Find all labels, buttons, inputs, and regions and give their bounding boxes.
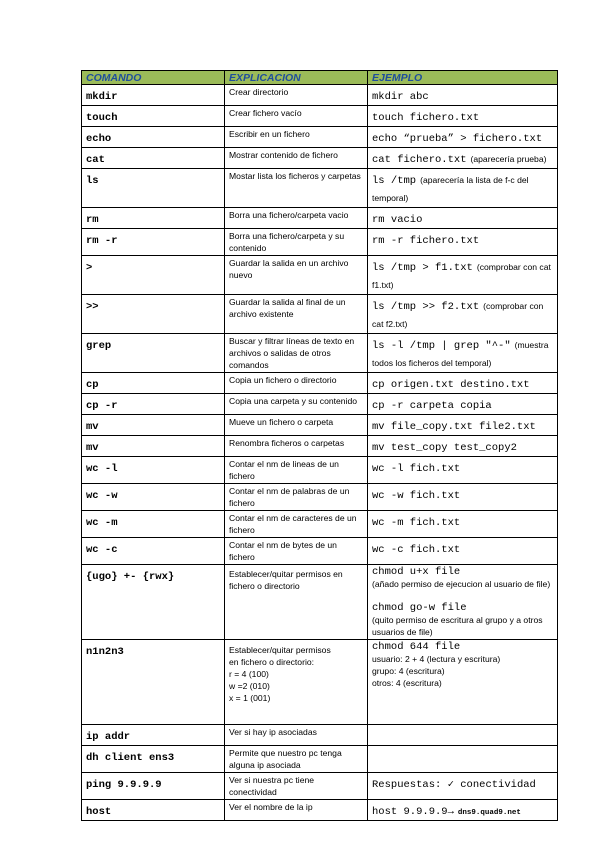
example-text: Respuestas: ✓ conectividad: [372, 779, 536, 791]
command-text: {ugo} +- {rwx}: [86, 571, 175, 583]
example-text: cp -r carpeta copia: [372, 400, 492, 412]
example-text-2: chmod go-w file: [372, 602, 467, 614]
explanation-text: Ver si nuestra pc tiene conectividad: [229, 775, 315, 797]
cell-example: [368, 394, 558, 415]
cell-command: [82, 127, 225, 148]
table-row: [82, 229, 558, 256]
cell-command: [82, 746, 225, 773]
cell-command: [82, 538, 225, 565]
explanation-text: Mueve un fichero o carpeta: [229, 417, 334, 427]
cell-explanation: [225, 106, 368, 127]
example-text: wc -m fich.txt: [372, 517, 461, 529]
cell-command: [82, 256, 225, 295]
explanation-text: Escribir en un fichero: [229, 129, 310, 139]
example-note: (comprobar con cat f2.txt): [372, 301, 544, 329]
command-text: cp -r: [86, 400, 118, 412]
table-row: [82, 457, 558, 484]
command-text: wc -c: [86, 544, 118, 556]
explanation-line: w =2 (010): [229, 681, 270, 691]
command-text: >: [86, 262, 93, 274]
explanation-text: Copia una carpeta y su contenido: [229, 396, 358, 406]
cell-example: [368, 256, 558, 295]
table-header-row: [82, 71, 558, 85]
table-row: [82, 295, 558, 334]
cell-explanation: [225, 725, 368, 746]
cell-example: [368, 436, 558, 457]
example-note: usuario: 2 + 4 (lectura y escritura): [372, 654, 501, 664]
cell-explanation: [225, 746, 368, 773]
cell-command: [82, 800, 225, 821]
command-text: mv: [86, 421, 99, 433]
example-text: rm -r fichero.txt: [372, 235, 480, 247]
command-text: >>: [86, 301, 99, 313]
cell-explanation: [225, 415, 368, 436]
cell-command: [82, 640, 225, 725]
table-row-permissions: [82, 565, 558, 640]
cell-explanation: [225, 484, 368, 511]
command-text: ip addr: [86, 731, 131, 743]
table-row: [82, 169, 558, 208]
cell-explanation: [225, 640, 368, 725]
cell-command: [82, 85, 225, 106]
example-text: wc -l fich.txt: [372, 463, 461, 475]
table-row: [82, 436, 558, 457]
cell-example: [368, 85, 558, 106]
command-text: cat: [86, 154, 105, 166]
explanation-text: Ver el nombre de la ip: [229, 802, 313, 812]
cell-explanation: [225, 169, 368, 208]
example-note: (comprobar con cat f1.txt): [372, 262, 551, 290]
table-row: [82, 746, 558, 773]
cell-command: [82, 436, 225, 457]
table-row: [82, 127, 558, 148]
commands-table: [81, 70, 558, 821]
command-text: touch: [86, 112, 118, 124]
explanation-text: Copia un fichero o directorio: [229, 375, 337, 385]
example-text-1: chmod u+x file: [372, 566, 461, 578]
cell-explanation: [225, 565, 368, 640]
table-row: [82, 394, 558, 415]
command-text: grep: [86, 340, 112, 352]
cell-explanation: [225, 127, 368, 148]
example-note: otros: 4 (escritura): [372, 678, 442, 688]
command-text: ping 9.9.9.9: [86, 779, 162, 791]
cell-example: [368, 229, 558, 256]
cell-command: [82, 773, 225, 800]
explanation-text: Buscar y filtrar líneas de texto en archivos o salidas de otros comandos: [229, 336, 355, 370]
cell-explanation: [225, 334, 368, 373]
explanation-line: r = 4 (100): [229, 669, 269, 679]
command-text: dh client ens3: [86, 752, 175, 764]
example-text: host 9.9.9.9→: [372, 806, 454, 818]
command-text: n1n2n3: [86, 646, 124, 658]
example-note-2: (quito permiso de escritura al grupo y a otros usuarios de file): [372, 615, 543, 637]
explanation-text: Ver si hay ip asociadas: [229, 727, 317, 737]
explanation-text: Contar el nm de palabras de un fichero: [229, 486, 350, 508]
table-row: [82, 85, 558, 106]
cell-example: [368, 565, 558, 640]
example-text: mkdir abc: [372, 91, 429, 103]
explanation-text: Mostrar contenido de fichero: [229, 150, 338, 160]
cell-example: [368, 148, 558, 169]
header-ejemplo: EJEMPLO: [368, 71, 558, 85]
cell-command: [82, 415, 225, 436]
table-row: [82, 415, 558, 436]
explanation-text: Renombra ficheros o carpetas: [229, 438, 345, 448]
cell-example: [368, 511, 558, 538]
explanation-text: Borra una fichero/carpeta y su contenido: [229, 231, 345, 253]
cell-explanation: [225, 229, 368, 256]
table-row: [82, 373, 558, 394]
table-row: [82, 256, 558, 295]
header-comando: COMANDO: [82, 71, 225, 85]
cell-explanation: [225, 295, 368, 334]
table-row: [82, 208, 558, 229]
example-text: ls /tmp: [372, 175, 417, 187]
example-note: grupo: 4 (escritura): [372, 666, 445, 676]
explanation-text: Borra una fichero/carpeta vacio: [229, 210, 349, 220]
cell-example: [368, 415, 558, 436]
example-text: wc -w fich.txt: [372, 490, 461, 502]
cell-example: [368, 538, 558, 565]
table-row: [82, 511, 558, 538]
cell-example: [368, 484, 558, 511]
example-text: ls -l /tmp | grep "^-": [372, 340, 511, 352]
cell-command: [82, 565, 225, 640]
cell-command: [82, 373, 225, 394]
cell-example: [368, 127, 558, 148]
cell-explanation: [225, 373, 368, 394]
cell-command: [82, 208, 225, 229]
example-note: (muestra todos los ficheros del temporal): [372, 340, 549, 368]
cell-command: [82, 484, 225, 511]
cell-explanation: [225, 256, 368, 295]
explanation-text: Mostar lista los ficheros y carpetas: [229, 171, 361, 181]
cell-command: [82, 229, 225, 256]
command-text: host: [86, 806, 112, 818]
cell-command: [82, 457, 225, 484]
cell-command: [82, 725, 225, 746]
example-note: (aparecería la lista de f-c del temporal): [372, 175, 529, 203]
cell-example: [368, 295, 558, 334]
header-explicacion: EXPLICACION: [225, 71, 368, 85]
explanation-text: Contar el nm de caracteres de un fichero: [229, 513, 357, 535]
table-row: [82, 773, 558, 800]
example-text: echo “prueba” > fichero.txt: [372, 133, 543, 145]
cell-example: [368, 725, 558, 746]
example-note-1: (añado permiso de ejecucion al usuario de file): [372, 579, 551, 589]
example-text: wc -c fich.txt: [372, 544, 461, 556]
cell-example: [368, 800, 558, 821]
cell-command: [82, 511, 225, 538]
explanation-text: Guardar la salida en un archivo nuevo: [229, 258, 349, 280]
table-row: [82, 725, 558, 746]
cell-example: [368, 208, 558, 229]
example-hostname: dns9.quad9.net: [457, 809, 521, 817]
cell-explanation: [225, 511, 368, 538]
cell-example: [368, 746, 558, 773]
cell-command: [82, 148, 225, 169]
cell-explanation: [225, 148, 368, 169]
table-row: [82, 148, 558, 169]
cell-example: [368, 640, 558, 725]
table-row-host: [82, 800, 558, 821]
explanation-line: Establecer/quitar permisos: [229, 645, 331, 655]
example-text: mv test_copy test_copy2: [372, 442, 517, 454]
example-text: cp origen.txt destino.txt: [372, 379, 530, 391]
cell-example: [368, 773, 558, 800]
explanation-text: Contar el nm de lineas de un fichero: [229, 459, 339, 481]
example-text: touch fichero.txt: [372, 112, 480, 124]
cell-example: [368, 106, 558, 127]
cell-example: [368, 334, 558, 373]
cell-explanation: [225, 538, 368, 565]
cell-command: [82, 394, 225, 415]
explanation-text: Establecer/quitar permisos en fichero o directorio: [229, 569, 343, 591]
cell-command: [82, 106, 225, 127]
explanation-line: x = 1 (001): [229, 693, 271, 703]
command-text: rm: [86, 214, 99, 226]
command-text: cp: [86, 379, 99, 391]
cell-command: [82, 334, 225, 373]
explanation-text: Crear directorio: [229, 87, 289, 97]
cell-example: [368, 457, 558, 484]
explanation-text: Permite que nuestro pc tenga alguna ip asociada: [229, 748, 342, 770]
cell-explanation: [225, 85, 368, 106]
table-row: [82, 538, 558, 565]
cell-explanation: [225, 773, 368, 800]
example-text: rm vacio: [372, 214, 423, 226]
table-row: [82, 106, 558, 127]
cell-explanation: [225, 208, 368, 229]
explanation-text: Guardar la salida al final de un archivo existente: [229, 297, 346, 319]
cell-command: [82, 295, 225, 334]
command-text: wc -l: [86, 463, 118, 475]
table-row: [82, 484, 558, 511]
cell-explanation: [225, 436, 368, 457]
command-text: ls: [86, 175, 99, 187]
command-text: wc -w: [86, 490, 118, 502]
cell-explanation: [225, 800, 368, 821]
cell-explanation: [225, 394, 368, 415]
cell-example: [368, 169, 558, 208]
cell-explanation: [225, 457, 368, 484]
explanation-text: Contar el nm de bytes de un fichero: [229, 540, 337, 562]
command-text: wc -m: [86, 517, 118, 529]
example-text: chmod 644 file: [372, 641, 461, 653]
command-text: echo: [86, 133, 112, 145]
example-note: (aparecería prueba): [470, 154, 547, 164]
cell-command: [82, 169, 225, 208]
command-text: mv: [86, 442, 99, 454]
explanation-line: en fichero o directorio:: [229, 657, 315, 667]
example-text: ls /tmp >> f2.txt: [372, 301, 480, 313]
cell-example: [368, 373, 558, 394]
command-text: mkdir: [86, 91, 118, 103]
table-row: [82, 334, 558, 373]
example-text: mv file_copy.txt file2.txt: [372, 421, 536, 433]
example-text: cat fichero.txt: [372, 154, 467, 166]
command-text: rm -r: [86, 235, 118, 247]
explanation-text: Crear fichero vacío: [229, 108, 302, 118]
example-text: ls /tmp > f1.txt: [372, 262, 473, 274]
table-row-octal: [82, 640, 558, 725]
